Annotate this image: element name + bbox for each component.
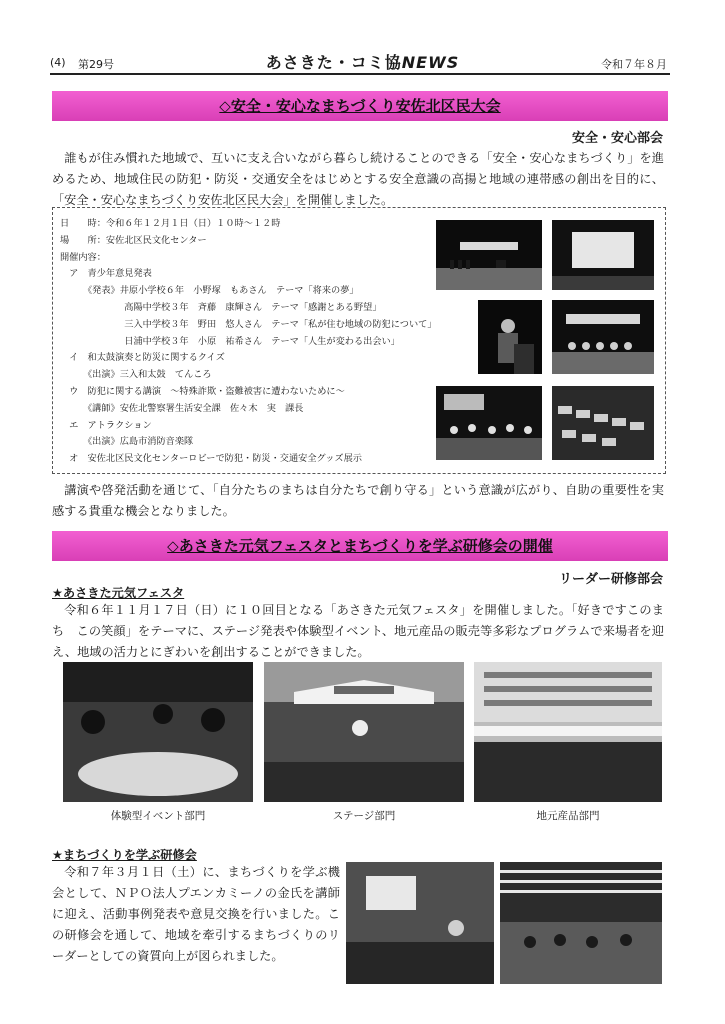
info-line: 日 時：令和６年１２月１日（日）１０時～１２時 bbox=[60, 218, 281, 229]
info-line: イ 和太鼓演奏と防災に関するクイズ bbox=[60, 352, 225, 364]
header-rule bbox=[50, 73, 670, 75]
issue-number: 第29号 bbox=[78, 58, 114, 71]
photo-local-products bbox=[474, 662, 662, 802]
photo-hands-on-event bbox=[63, 662, 253, 802]
section2-title: ◇あさきた元気フェスタとまちづくりを学ぶ研修会の開催 bbox=[167, 537, 553, 555]
section1-title: ◇安全・安心なまちづくり安佐北区民大会 bbox=[219, 97, 501, 115]
section1-department: 安全・安心部会 bbox=[571, 131, 663, 146]
section2-banner bbox=[52, 531, 668, 561]
info-line: エ アトラクション bbox=[60, 419, 152, 431]
section1-intro-text: 誰もが住み慣れた地域で、互いに支え合いながら暮らし続けることのできる「安全・安心なまちづくり」を進めるため、地域住民の防犯・防災・交通安全をはじめとする安全意識の高揚と地域の連帯感の創出を目的に、「安全・安心なまちづくり安佐北区民大会」を開催しました。 bbox=[52, 151, 664, 207]
info-line: 高陽中学校３年 斉藤 康輝さん テーマ「感謝とある野望」 bbox=[60, 301, 382, 313]
newsletter-title-main: あさきた・コミ協 bbox=[265, 53, 402, 72]
info-line: 《出演》三入和太鼓 てんころ bbox=[60, 369, 212, 381]
photo-seminar-lecture bbox=[346, 862, 494, 984]
info-line: 三入中学校３年 野田 悠人さん テーマ「私が住む地域の防犯について」 bbox=[60, 318, 437, 330]
issue-date: 令和７年８月 bbox=[601, 58, 667, 71]
photo-seminar-hall bbox=[500, 862, 662, 984]
info-line: 日浦中学校３年 小原 祐希さん テーマ「人生が変わる出会い」 bbox=[60, 335, 400, 347]
photo-speaker bbox=[478, 300, 542, 374]
seminar-heading: ★まちづくりを学ぶ研修会 bbox=[52, 848, 197, 862]
festa-heading: ★あさきた元気フェスタ bbox=[52, 586, 185, 600]
info-line: 《発表》井原小学校６年 小野塚 もあさん テーマ「将来の夢」 bbox=[60, 285, 359, 297]
photo-taiko bbox=[552, 300, 654, 374]
seminar-text-body: 令和７年３月１日（土）に、まちづくりを学ぶ機会として、ＮＰＯ法人プエンカミーノの金氏を講師に迎え、活動事例発表や意見交換を行いました。この研修会を通して、地域を牽引するまちづくりのリーダーとしての資質向上が図られました。 bbox=[52, 865, 340, 963]
photo-stage-event bbox=[264, 662, 464, 802]
section1-intro bbox=[52, 148, 664, 211]
info-line: ウ 防犯に関する講演 ～特殊詐欺・盗難被害に遭わないために～ bbox=[60, 385, 345, 397]
festa-text bbox=[52, 600, 664, 663]
seminar-text bbox=[52, 862, 340, 967]
section1-banner bbox=[52, 91, 668, 121]
photo-stage-wide bbox=[436, 220, 542, 290]
newsletter-title-news: NEWS bbox=[401, 53, 460, 72]
caption-stage: ステージ部門 bbox=[332, 810, 396, 822]
section1-closing bbox=[52, 480, 664, 522]
info-line: 場 所：安佐北区民文化センター bbox=[60, 234, 207, 246]
info-line: ア 青少年意見発表 bbox=[60, 268, 152, 280]
info-line: オ 安佐北区民文化センターロビーで防犯・防災・交通安全グッズ展示 bbox=[60, 453, 362, 465]
photo-goods-display bbox=[552, 386, 654, 460]
photo-stage-screen bbox=[552, 220, 654, 290]
festa-text-body: 令和６年１１月１７日（日）に１０回目となる「あさきた元気フェスタ」を開催しました。「好きですこのまち この笑顔」をテーマに、ステージ発表や体験型イベント、地元産品の販売等多彩なプログラムで来場者を迎え、地域の活力とにぎわいを創出することができました。 bbox=[52, 603, 664, 659]
caption-hands-on: 体験型イベント部門 bbox=[110, 810, 206, 822]
info-line: 《講師》安佐北警察署生活安全課 佐々木 実 課長 bbox=[60, 402, 304, 414]
caption-local-products: 地元産品部門 bbox=[536, 810, 600, 822]
section2-department: リーダー研修部会 bbox=[558, 572, 663, 587]
info-line: 開催内容： bbox=[60, 251, 106, 263]
event-info bbox=[60, 216, 437, 468]
info-line: 《出演》広島市消防音楽隊 bbox=[60, 436, 194, 448]
section1-closing-text: 講演や啓発活動を通じて、「自分たちのまちは自分たちで創り守る」という意識が広がり、自助の重要性を実感する貴重な機会となりました。 bbox=[52, 483, 664, 518]
page-number: (4) bbox=[50, 56, 66, 69]
photo-band bbox=[436, 386, 542, 460]
